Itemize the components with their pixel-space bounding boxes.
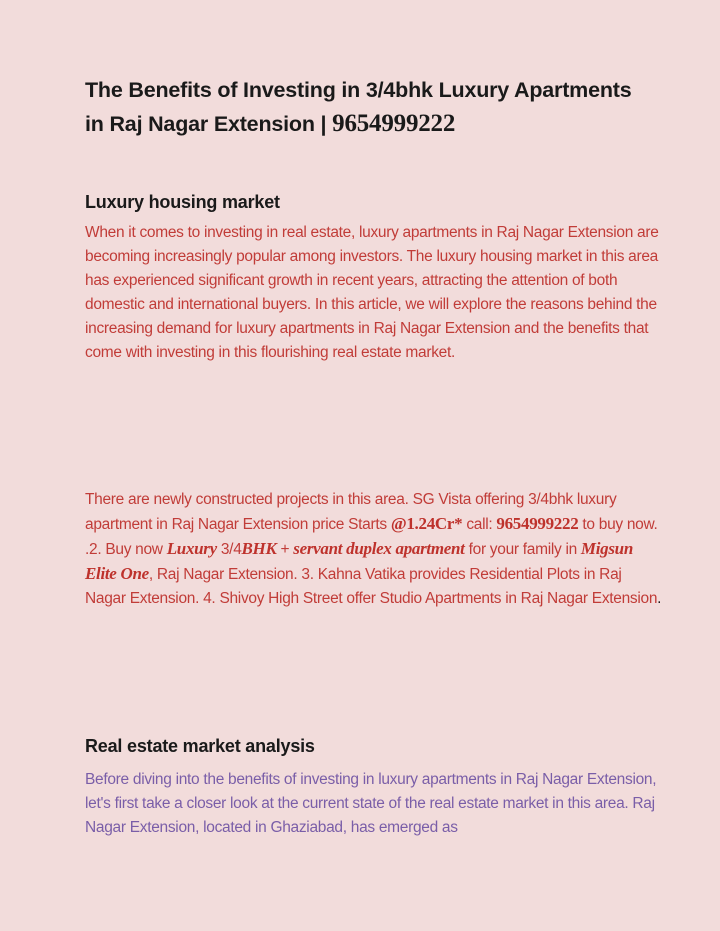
paragraph-market-analysis: Before diving into the benefits of investing in luxury apartments in Raj Nagar Extension, let's first take a closer look at the current state of the real estate market in this area. Raj Nagar Extension, located in Ghaziabad, has emerged as: [85, 771, 657, 836]
text-run-emphasis: servant duplex apartment: [293, 539, 465, 558]
paragraph-luxury-housing: When it comes to investing in real estate, luxury apartments in Raj Nagar Extension are becoming increasingly popular among investors. The luxury housing market in this area has experienced significant growth in recent years, attracting the attention of both domestic and international buyers. In this article, we will explore the reasons behind the increasing demand for luxury apartments in Raj Nagar Extension and the benefits that come with investing in this flourishing real estate market.: [85, 224, 659, 361]
project-name-emphasis: Migsun Elite One: [85, 539, 633, 583]
section-heading-market-analysis: Real estate market analysis: [85, 736, 315, 756]
text-run-emphasis: Luxury: [166, 539, 217, 558]
text-run: , Raj Nagar Extension. 3. Kahna Vatika provides Residential Plots in Raj Nagar Extension. 4. Shivoy High Street offer Studio Apartments in Raj Nagar Extension: [85, 566, 658, 607]
text-run: 3/4: [216, 541, 242, 558]
text-run-emphasis: BHK: [241, 539, 277, 558]
title-phone-number: 9654999222: [332, 110, 456, 137]
text-run: There are newly constructed projects in this area. SG Vista offering 3/4bhk luxury apartment in Raj Nagar Extension price Starts: [85, 491, 617, 533]
price-value: @1.24Cr*: [390, 514, 463, 533]
text-run: for your family in: [464, 541, 581, 558]
phone-number: 9654999222: [496, 514, 579, 533]
text-run: call:: [462, 516, 497, 533]
title-line2: in Raj Nagar Extension |: [85, 112, 333, 136]
title-line1: The Benefits of Investing in 3/4bhk Luxury Apartments: [85, 78, 632, 102]
text-run: .: [657, 590, 662, 607]
text-run: to buy now. .2. Buy now: [85, 516, 658, 558]
paragraph-projects: [85, 488, 665, 611]
section-heading-luxury-housing: Luxury housing market: [85, 192, 280, 212]
page-title: [85, 73, 695, 141]
text-run: +: [276, 541, 294, 558]
